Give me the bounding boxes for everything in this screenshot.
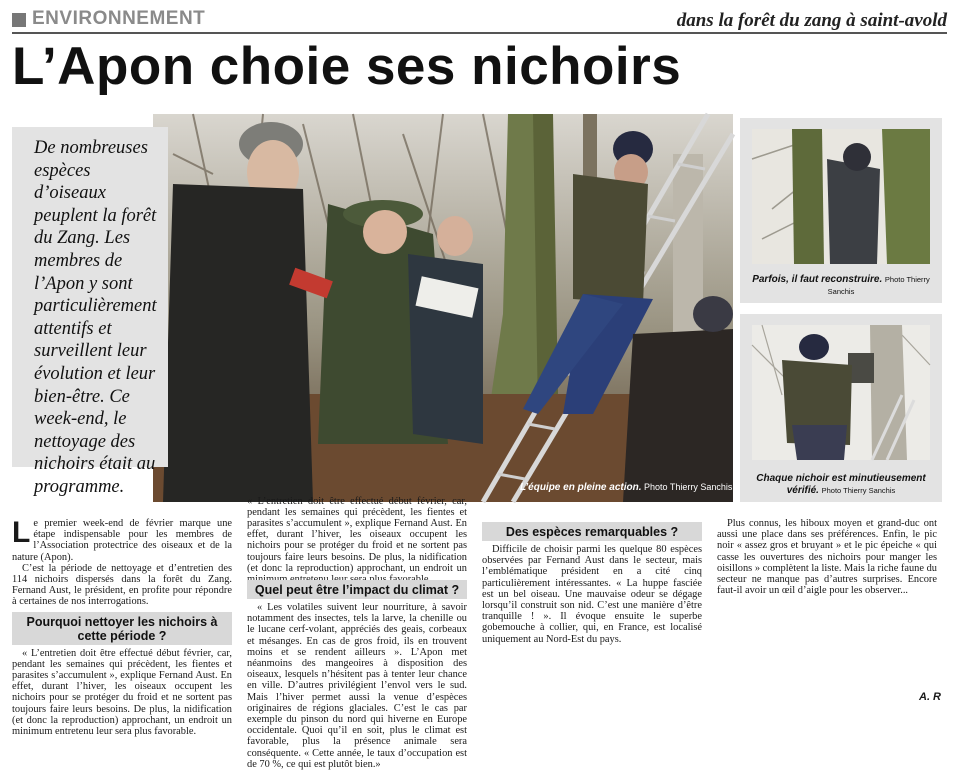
tree-worker-image: [752, 129, 930, 264]
side-photo-2-box: [740, 314, 942, 502]
side1-caption-credit: Photo Thierry Sanchis: [827, 275, 930, 296]
paragraph-continued: « L’entretien doit être effectué début février, car, pendant les semaines qui précèdent, les fientes et parasites s’accumulent », explique Fernand Aust. En effet, durant l’hiver, les oiseaux occupent les nichoirs pour se protéger du froid et ne sortent pas toujours faire leurs besoins. De plus, la nidification (et donc la reproduction) approchant, un endroit un: [247, 495, 467, 574]
side-photo-1-box: [740, 118, 942, 303]
side-photo-1-caption: [744, 274, 938, 298]
paragraph: C’est la période de nettoyage et d’entretien des 114 nichoirs dispersés dans la forêt du Zang. Fernand Aust, le président, en profite pour répondre à certaines de nos interrogations.: [12, 562, 232, 608]
article-column-1: [12, 516, 232, 738]
location-kicker: dans la forêt du zang à saint-avold: [676, 10, 947, 31]
paragraph: « Les volatiles suivent leur nourriture, à savoir notamment des insectes, tels la larve, la chenille ou le lucane cerf-volant, appréciés des geais, corbeaux et mésanges. En cas de gros froid, ils en trouvent moins et se rendent ailleurs ». L’Apon met néanmoins des mangeoires à disposition des oiseaux, lesquels n’hésitent pas à tenter leur chance en ville. D’autres privilégient l’envol vers le sud. Mais l’hiver permet aussi la venue d’espèces originaires de régions glaciales. C’est le cas par exemple du pinson du nord qui hiverne en Europe occidentale. Quoi qu’il en soit, plus le climat est favorable, plus la présence animale sera conséquente. « Cette année, le taux d’occupation est de 70 %, ce qui est plutôt bien.»: [247, 602, 467, 770]
paragraph: « L’entretien doit être effectué début février, car, pendant les semaines qui précèdent, les fientes et parasites s’accumulent », explique Fernand Aust. En effet, durant l’hiver, les oiseaux occupent les nichoirs pour se protéger du froid et ne sortent pas toujours faire leurs besoins. De plus, la nidification (et donc la reproduction) approchant, un endroit un minimum entretenu leur sera plus favorable.: [12, 647, 232, 738]
side-photo-1: [752, 129, 930, 264]
rubrique-square-icon: [12, 13, 26, 27]
main-photo-caption: [520, 482, 732, 493]
main-caption-credit: Photo Thierry Sanchis: [644, 482, 733, 492]
side1-caption-text: Parfois, il faut reconstruire.: [752, 274, 883, 285]
headline: L’Apon choie ses nichoirs: [12, 37, 682, 96]
side-photo-2: [752, 325, 930, 460]
main-photo: [153, 114, 733, 502]
rubrique-bar: [12, 8, 947, 34]
article-column-2-lower: [247, 580, 467, 770]
side2-caption-credit: Photo Thierry Sanchis: [821, 486, 896, 495]
author-signature: A. R: [919, 691, 941, 703]
article-column-4: [717, 518, 937, 688]
main-caption-text: L’équipe en pleine action.: [520, 482, 642, 493]
lead-text: e premier week-end de février marque une étape indispensable pour les membres de l’Association protectrice des oiseaux et de la nature (Apon).: [12, 518, 232, 563]
chapo-box: [12, 127, 168, 497]
rubrique-label: ENVIRONNEMENT: [32, 8, 206, 29]
article-column-3: [482, 518, 702, 698]
side2-caption-text: Chaque nichoir est minutieusement vérifié.: [756, 473, 926, 496]
intertitle: Pourquoi nettoyer les nichoirs à cette période ?: [12, 612, 232, 645]
forest-scene-image: [153, 114, 733, 502]
paragraph: Difficile de choisir parmi les quelque 80 espèces observées par Fernand Aust dans le secteur, mais l’emblématique président en a cité cinq particulièrement intéressantes. « La huppe fasciée est un bel oiseau. Une mauvaise odeur se dégage lorsqu’il construit son nid. C’est une manière d’être tranquille ! ». Il évoque ensuite le superbe gobemouche à collier, qui, en France, est localisé uniquement au Nord-Est du pays.: [482, 544, 702, 645]
intertitle: Des espèces remarquables ?: [482, 522, 702, 541]
side-photo-2-caption: [744, 473, 938, 497]
intertitle: Quel peut être l’impact du climat ?: [247, 580, 467, 599]
drop-cap: L: [12, 516, 31, 549]
article-lead-paragraph: [12, 518, 232, 563]
chapo-text: De nombreuses espèces d’oiseaux peuplent la forêt du Zang. Les membres de l’Apon y sont particulièrement attentifs et surveillent leur évolution et leur bien-être. Ce week-end, le nettoyage des nichoirs était au programme.: [34, 138, 157, 497]
paragraph: Plus connus, les hiboux moyen et grand-duc ont aussi une place dans ses préférences. Enfin, le pic noir « assez gros et bruyant » et le pic épeiche « qui casse les ouvertures des nichoirs pour manger les oisillons » complètent la liste. Mais la riche faune du secteur ne manque pas d’autres surprises. Encore faut-il avoir un œil d’aigle pour les observer...: [717, 518, 937, 597]
nichoir-check-image: [752, 325, 930, 460]
